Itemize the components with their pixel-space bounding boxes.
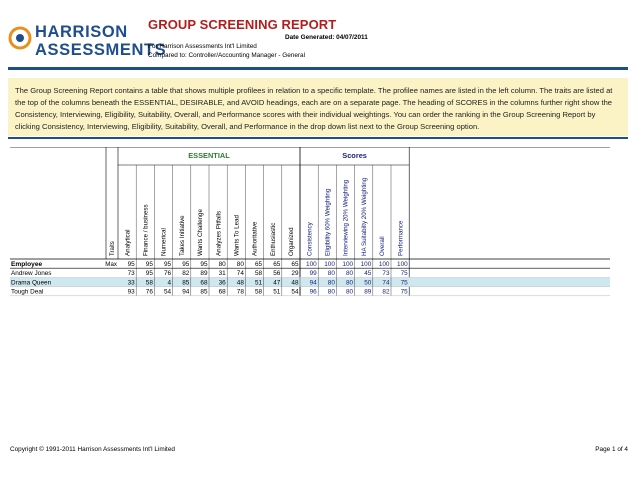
cell-value: 94 xyxy=(182,288,190,296)
column-header: Consistency xyxy=(306,222,314,256)
cell-value: 74 xyxy=(382,279,390,287)
cell-value: 96 xyxy=(309,288,317,296)
group-essential-header: ESSENTIAL xyxy=(188,151,230,160)
employee-label: Employee xyxy=(11,261,43,268)
max-value: 80 xyxy=(236,261,244,268)
cell-value: 75 xyxy=(400,279,408,287)
cell-value: 80 xyxy=(327,279,335,287)
column-header: Analytical xyxy=(124,229,132,256)
cell-value: 75 xyxy=(400,288,408,296)
column-header: Numerical xyxy=(160,228,168,256)
date-generated: Date Generated: 04/07/2011 xyxy=(285,34,368,41)
max-value: 95 xyxy=(145,261,153,268)
cell-value: 95 xyxy=(145,270,153,278)
report-description: The Group Screening Report contains a table that shows multiple profilees in relation to a specific template. The profilee names are listed in the left column. The traits are listed at the top of the columns beneath the ESSENTIAL, DESIRABLE, and AVOID headings, each are on a separate page. The heading of SCORES in the columns further right show the Consistency, Interviewing, Eligibility, Suitability, Overall, and Performance scores with their individual weightings. You can order the ranking in the Group Screening Report by clicking Consistency, Interviewing, Eligibility, Suitability, Overall, and Performance in the drop down list next to the Group Screening option. xyxy=(8,78,628,136)
traits-label: Traits xyxy=(110,241,116,256)
footer-page-number: Page 1 of 4 xyxy=(595,446,628,453)
max-value: 100 xyxy=(378,261,390,268)
cell-value: 94 xyxy=(309,279,317,287)
employee-name: Tough Deal xyxy=(11,288,44,296)
column-header: Analyzes Pitfalls xyxy=(215,210,223,256)
cell-value: 45 xyxy=(364,270,372,278)
cell-value: 80 xyxy=(327,270,335,278)
max-value: 95 xyxy=(163,261,172,268)
cell-value: 29 xyxy=(291,270,299,278)
report-title: GROUP SCREENING REPORT xyxy=(148,17,337,32)
cell-value: 48 xyxy=(236,279,244,287)
column-header: Takes Initiative xyxy=(178,215,186,256)
column-header: HA Suitabilty 20% Weighting xyxy=(360,177,368,256)
cell-value: 58 xyxy=(254,288,263,296)
cell-value: 80 xyxy=(345,279,354,287)
max-value: 100 xyxy=(397,261,408,268)
cell-value: 51 xyxy=(273,288,281,296)
cell-value: 73 xyxy=(382,270,390,278)
for-line: For Harrison Assessments Int'l Limited xyxy=(148,43,257,50)
cell-value: 85 xyxy=(182,279,190,287)
company-logo xyxy=(8,20,167,62)
cell-value: 76 xyxy=(163,270,172,278)
group-scores-header: Scores xyxy=(342,151,367,160)
screening-table-grid xyxy=(10,147,610,367)
column-header: Eligibility 60% Weighting xyxy=(324,188,332,256)
cell-value: 56 xyxy=(273,270,281,278)
cell-value: 89 xyxy=(200,270,208,278)
cell-value: 80 xyxy=(345,270,354,278)
cell-value: 33 xyxy=(127,279,135,287)
column-header: Overall xyxy=(379,236,387,256)
max-value: 95 xyxy=(200,261,208,268)
cell-value: 80 xyxy=(327,288,335,296)
cell-value: 47 xyxy=(273,279,281,287)
column-header: Performance xyxy=(397,220,405,256)
column-header: Finance / business xyxy=(142,204,150,256)
cell-value: 54 xyxy=(163,288,172,296)
cell-value: 54 xyxy=(291,288,299,296)
column-header: Interviewing 20% Weighting xyxy=(342,179,350,256)
column-header: Enthusiastic xyxy=(269,222,277,256)
employee-name: Drama Queen xyxy=(11,279,52,287)
max-value: 95 xyxy=(182,261,190,268)
cell-value: 58 xyxy=(145,279,153,287)
logo-mark-icon xyxy=(8,20,34,60)
cell-value: 78 xyxy=(236,288,244,296)
description-divider xyxy=(8,137,628,139)
header-divider xyxy=(8,67,628,70)
cell-value: 31 xyxy=(218,270,226,278)
logo-word-harrison: HARRISON xyxy=(35,23,128,41)
max-value: 80 xyxy=(218,261,226,268)
cell-value: 50 xyxy=(364,279,372,287)
column-header: Wants To Lead xyxy=(233,215,241,256)
cell-value: 4 xyxy=(167,279,172,287)
cell-value: 48 xyxy=(291,279,299,287)
max-value: 95 xyxy=(127,261,135,268)
cell-value: 51 xyxy=(254,279,263,287)
max-value: 65 xyxy=(273,261,281,268)
max-value: 65 xyxy=(254,261,263,268)
column-header: Authoritative xyxy=(251,221,259,256)
compared-to-line: Compared to: Controller/Accounting Manager - General xyxy=(148,52,306,59)
cell-value: 68 xyxy=(218,288,226,296)
cell-value: 76 xyxy=(145,288,153,296)
cell-value: 58 xyxy=(254,270,263,278)
column-header: Wants Challenge xyxy=(197,209,205,256)
cell-value: 75 xyxy=(400,270,408,278)
employee-name: Andrew Jones xyxy=(11,270,52,278)
max-value: 100 xyxy=(324,261,335,268)
cell-value: 89 xyxy=(364,288,372,296)
cell-value: 99 xyxy=(309,270,317,278)
logo-word-assessments: ASSESSMENTS xyxy=(35,41,167,59)
max-value: 100 xyxy=(306,261,317,268)
screening-table xyxy=(10,147,610,367)
cell-value: 73 xyxy=(127,270,135,278)
cell-value: 85 xyxy=(200,288,208,296)
cell-value: 82 xyxy=(182,270,190,278)
max-value: 100 xyxy=(360,261,372,268)
cell-value: 80 xyxy=(345,288,354,296)
cell-value: 82 xyxy=(382,288,390,296)
cell-value: 74 xyxy=(236,270,244,278)
max-value: 65 xyxy=(291,261,299,268)
cell-value: 93 xyxy=(127,288,135,296)
column-header: Organized xyxy=(288,227,296,256)
max-label: Max xyxy=(105,261,117,268)
cell-value: 68 xyxy=(200,279,208,287)
cell-value: 36 xyxy=(218,279,226,287)
max-value: 100 xyxy=(342,261,354,268)
footer-copyright: Copyright © 1991-2011 Harrison Assessments Int'l Limited xyxy=(10,446,175,453)
